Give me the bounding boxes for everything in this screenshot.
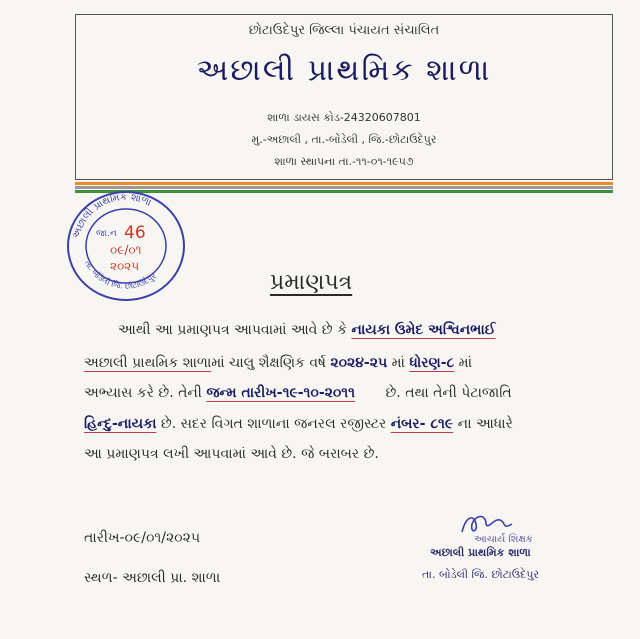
stamp-jaavak-number: 46: [124, 223, 146, 243]
body-text: માં: [387, 355, 410, 371]
birth-date: જન્મ તારીખ-૧૯-૧૦-૨૦૧૧: [206, 385, 356, 401]
stamp-date: ૦૯/૦૧: [110, 243, 142, 257]
standard: ધોરણ-૮: [409, 355, 455, 371]
body-line-4: [84, 416, 513, 432]
signature-address: તા. બોડેલી જિ. છોટાઉદેપુર: [422, 568, 540, 581]
body-text: આ પ્રમાણપત્ર લખી આપવામાં આવે છે. જે બરાબર છે.: [84, 446, 379, 462]
established-date: શાળા સ્થાપના તા.-૧૧-૦૧-૧૯૫૭: [274, 155, 414, 168]
body-line-1: [118, 322, 496, 338]
stamp-jaavak-label: જા.ન: [96, 229, 117, 239]
managed-by-text: છોટાઉદેપુર જિલ્લા પંચાયત સંચાલિત: [248, 23, 440, 38]
body-text: અભ્યાસ કરે છે. તેની: [84, 385, 207, 401]
student-name: નાયકા ઉમેદ અશ્વિનભાઈ: [351, 322, 496, 338]
body-text: માં ચાલુ શૈક્ષણિક વર્ષ: [211, 355, 331, 371]
body-line-5: [84, 446, 379, 462]
caste: હિન્દુ-નાયકા: [84, 416, 157, 432]
body-text: ના આધારે: [453, 416, 513, 432]
academic-year: ૨૦૨૪-૨૫: [330, 355, 388, 371]
stamp-year: ૨૦૨૫: [110, 259, 140, 273]
stamp-bottom-text: તા. બોડેલી જિ. છોટાઉદેપુર: [82, 259, 159, 291]
school-title: અછાલી પ્રાથમિક શાળા: [196, 53, 492, 88]
school-address: મુ.-અછાલી , તા.-બોડેલી , જિ.-છોટાઉદેપુર: [251, 133, 437, 146]
signature-school: અછાલી પ્રાથમિક શાળા: [430, 546, 531, 559]
register-number: નંબર- ૮૧૯: [390, 416, 454, 432]
body-line-2: [84, 355, 472, 371]
school-name-inline: અછાલી પ્રાથમિક શાળા: [84, 355, 212, 371]
body-line-3: [84, 385, 512, 401]
issue-date: તારીખ-૦૯/૦૧/૨૦૨૫: [84, 530, 201, 546]
body-text: છે. તથા તેની પેટાજાતિ: [381, 385, 512, 401]
body-text: છે. સદર વિગત શાળાના જનરલ રજીસ્ટર: [156, 416, 391, 432]
certificate-heading: પ્રમાણપત્ર: [270, 270, 353, 295]
issue-place: સ્થળ- અછાલી પ્રા. શાળા: [84, 570, 221, 586]
saffron-stripe: [75, 182, 613, 185]
dise-code: શાળા ડાયસ કોડ-24320607801: [267, 111, 421, 124]
body-text: આથી આ પ્રમાણપત્ર આપવામાં આવે છે કે: [118, 322, 352, 338]
letterhead: [75, 14, 613, 180]
signature-title: આચાર્ય શિક્ષક: [474, 534, 533, 545]
body-text: માં: [454, 355, 472, 371]
stamp-ring-text: અછાલી પ્રાથમિક શાળા: [70, 191, 153, 240]
school-stamp: [60, 186, 192, 306]
